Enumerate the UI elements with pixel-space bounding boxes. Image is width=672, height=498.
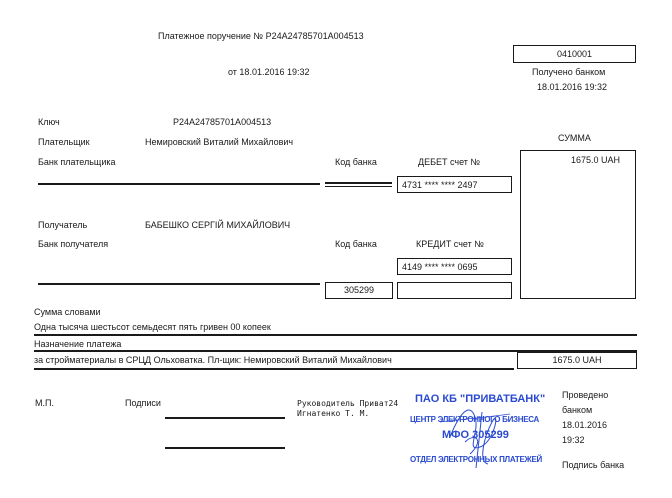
payer-bank-code-line bbox=[325, 182, 392, 184]
signature-scribble-icon bbox=[430, 392, 520, 472]
head-line-2: Игнатенко Т. М. bbox=[297, 409, 370, 418]
debit-label: ДЕБЕТ счет № bbox=[418, 157, 481, 167]
document-title: Платежное поручение № P24A24785701A004513 bbox=[158, 31, 364, 41]
sum-box bbox=[520, 150, 636, 299]
purpose-label: Назначение платежа bbox=[34, 339, 122, 349]
stamp-line-4: ОТДЕЛ ЭЛЕКТРОННЫХ ПЛАТЕЖЕЙ bbox=[410, 455, 542, 464]
purpose-value: за стройматериалы в СРЦД Ольховатка. Пл-щик: Немировский Виталий Михайлович bbox=[34, 355, 392, 365]
payer-bank-line bbox=[38, 183, 320, 185]
sum-label: СУММА bbox=[558, 133, 591, 143]
bank-signature-label: Подпись банка bbox=[562, 460, 625, 470]
recipient-label: Получатель bbox=[38, 220, 88, 230]
signature-line-2 bbox=[165, 447, 285, 449]
form-code: 0410001 bbox=[556, 49, 593, 59]
recipient-bank-label: Банк получателя bbox=[38, 239, 109, 249]
head-line-1: Руководитель Приват24 bbox=[297, 399, 399, 408]
sum-words-label: Сумма словами bbox=[34, 307, 101, 317]
empty-account-box bbox=[397, 282, 512, 299]
sum-words-value: Одна тысяча шестьсот семьдесят пять гривен 00 копеек bbox=[34, 322, 271, 332]
payer-bank-code-label: Код банка bbox=[335, 157, 377, 167]
sum-value: 1675.0 UAH bbox=[571, 155, 621, 165]
purpose-bottom-line bbox=[34, 368, 514, 370]
debit-account: 4731 **** **** 2497 bbox=[402, 180, 478, 190]
credit-label: КРЕДИТ счет № bbox=[416, 239, 484, 249]
signatures-label: Подписи bbox=[125, 398, 161, 408]
payer-bank-label: Банк плательщика bbox=[38, 157, 116, 167]
processed-label-2: банком bbox=[562, 405, 593, 415]
received-date: 18.01.2016 19:32 bbox=[537, 82, 608, 92]
mp-label: М.П. bbox=[35, 398, 54, 408]
payer-bank-code-line-2 bbox=[325, 186, 392, 187]
received-label: Получено банком bbox=[532, 67, 606, 77]
sum-words-line bbox=[34, 334, 637, 336]
recipient-bank-code-label: Код банка bbox=[335, 239, 377, 249]
stamp-line-2: ЦЕНТР ЭЛЕКТРОННОГО БИЗНЕСА bbox=[410, 415, 539, 424]
recipient-bank-line bbox=[38, 283, 320, 285]
recipient-bank-code-box bbox=[325, 282, 393, 299]
processed-date: 18.01.2016 bbox=[562, 420, 608, 430]
form-code-box bbox=[513, 45, 636, 63]
credit-account-box bbox=[397, 258, 512, 275]
debit-account-box bbox=[397, 176, 512, 193]
document-date: от 18.01.2016 19:32 bbox=[228, 67, 310, 77]
payer-label: Плательщик bbox=[38, 137, 90, 147]
key-value: P24A24785701A004513 bbox=[173, 117, 272, 127]
recipient-name: БАБЕШКО СЕРГІЙ МИХАЙЛОВИЧ bbox=[145, 220, 291, 230]
processed-time: 19:32 bbox=[562, 435, 585, 445]
stamp-line-1: ПАО КБ "ПРИВАТБАНК" bbox=[415, 393, 546, 405]
purpose-amount: 1675.0 UAH bbox=[552, 355, 602, 365]
key-label: Ключ bbox=[38, 117, 60, 127]
purpose-amount-box bbox=[517, 352, 637, 369]
stamp-line-3: МФО 305299 bbox=[442, 429, 509, 441]
payer-name: Немировский Виталий Михайлович bbox=[145, 137, 294, 147]
credit-account: 4149 **** **** 0695 bbox=[402, 262, 478, 272]
processed-label-1: Проведено bbox=[562, 390, 609, 400]
signature-line-1 bbox=[165, 417, 285, 419]
recipient-bank-code: 305299 bbox=[343, 285, 375, 295]
